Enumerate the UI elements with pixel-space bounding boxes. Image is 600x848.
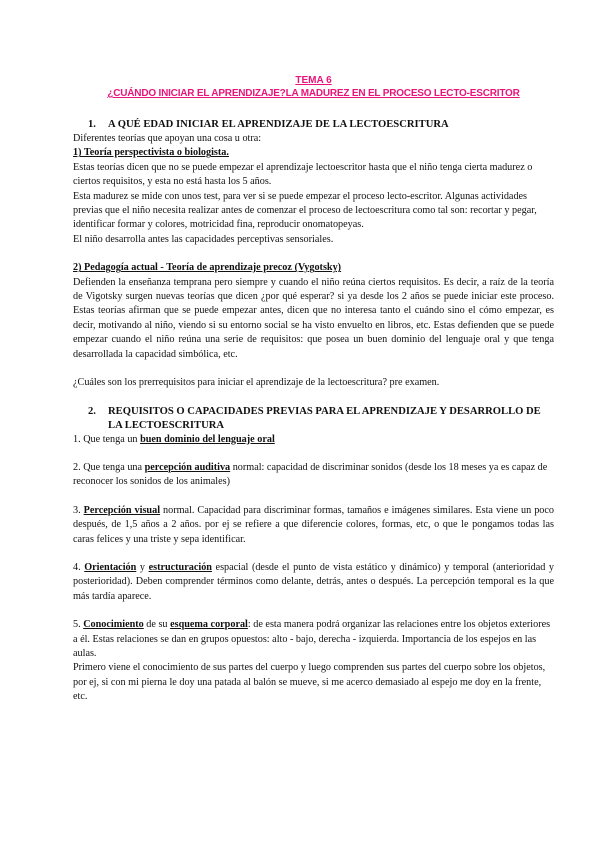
requirement-5-bold-1: Conocimiento (83, 619, 144, 631)
document-header (73, 74, 554, 100)
requirement-3-text: normal. Capacidad para discriminar formas, tamaños e imágenes similares. Esta viene un poco después, de 1,5 años a 2 años. por ej se refiere a que diferencie colores, formas, etc, o que le pongamos todas las caras felices y una triste y sepa identificar. (73, 504, 554, 545)
theory-2-paragraph: Defienden la enseñanza temprana pero siempre y cuando el niño reúna ciertos requisitos. Es decir, a raíz de la teoría de Vigotsky surgen nuevas teorías que dicen ¿por qué esperar? si ya desde los 2 años se puede iniciar este proceso. Estas teorías afirman que se puede empezar antes, dicen que no interesa tanto el cuándo sino el cómo empezar, es decir, motivando al niño, viendo si su entorno social se ha visto envuelto en libros, etc. Estas defienden que se puede empezar cuando el niño reúna una serie de requisitos: que posea un buen dominio del lenguaje oral y que tenga desarrollada la capacidad simbólica, etc. (73, 276, 554, 360)
spacer (73, 362, 554, 376)
requirement-5-prefix: 5. (73, 619, 84, 631)
requirement-5 (73, 618, 554, 661)
requirement-2-text: normal: capacidad de discriminar sonidos (desde los 18 meses ya es capaz de reconocer los sonidos de los animales) (73, 461, 548, 488)
requirement-3-bold: Percepción visual (83, 504, 161, 516)
theory-2-title: 2) Pedagogía actual - Teoría de aprendizaje precoz (Vygotsky) (73, 262, 342, 274)
requirement-4-bold-1: Orientación (84, 561, 137, 573)
section-1-heading (73, 118, 554, 132)
section-1-title: A QUÉ EDAD INICIAR EL APRENDIZAJE DE LA LECTOESCRITURA (108, 119, 449, 130)
spacer (73, 547, 554, 561)
requirement-3-prefix: 3. (73, 504, 84, 516)
section-2-title: REQUISITOS O CAPACIDADES PREVIAS PARA EL APRENDIZAJE Y DESARROLLO DE LA LECTOESCRITURA (108, 405, 541, 431)
requirement-3 (73, 504, 554, 547)
theory-1-paragraph-1: Estas teorías dicen que no se puede empezar el aprendizaje lectoescritor hasta que el niño tenga cierta madurez o ciertos requisitos, y esta no está hasta los 5 años. (73, 161, 533, 188)
spacer (73, 247, 554, 261)
theory-1-title: 1) Teoría perspectivista o biologista. (73, 147, 229, 159)
spacer (73, 604, 554, 618)
requirement-2 (73, 461, 554, 490)
requirement-4-prefix: 4. (73, 561, 85, 573)
tema-subtitle: ¿CUÁNDO INICIAR EL APRENDIZAJE?LA MADUREZ EN EL PROCESO LECTO-ESCRITOR (107, 88, 520, 99)
spacer (73, 447, 554, 461)
requirement-4-connector: y (136, 561, 149, 573)
requirement-1-prefix: 1. Que tenga un (73, 433, 141, 445)
spacer (73, 490, 554, 504)
section-2-heading (73, 405, 554, 433)
requirement-2-bold: percepción auditiva (144, 461, 231, 473)
requirement-5-connector: de su (143, 619, 171, 631)
theory-1-paragraph-3: El niño desarrolla antes las capacidades perceptivas sensoriales. (73, 233, 334, 245)
requirement-1-bold: buen dominio del lenguaje oral (140, 433, 275, 445)
section-1-intro: Diferentes teorías que apoyan una cosa u otra: (73, 133, 262, 144)
requirement-4-text: espacial (desde el punto de vista estático y dinámico) y temporal (anterioridad y posterioridad). Deben comprender términos como delante, detrás, antes o después. La percepción temporal es la que más tardía aparece. (73, 561, 554, 602)
requirement-2-prefix: 2. Que tenga una (73, 461, 145, 473)
section-2-number: 2. (88, 405, 96, 417)
prerequisites-question: ¿Cuáles son los prerrequisitos para iniciar el aprendizaje de la lectoescritura? pre examen. (73, 377, 440, 389)
requirement-5-bold-2: esquema corporal (170, 619, 248, 631)
section-1-number: 1. (88, 119, 96, 130)
requirement-5-paragraph-2: Primero viene el conocimiento de sus partes del cuerpo y luego comprenden sus partes del cuerpo sobre los objetos, por ej, si con mi pierna le doy una patada al balón se mueve, si me acerco demasiado al espejo me doy en la frente, etc. (73, 662, 546, 703)
requirement-4 (73, 561, 554, 604)
requirement-1 (73, 433, 554, 447)
requirement-5-text: : de esta manera podrá organizar las relaciones entre los objetos exteriores a él. Estas relaciones se dan en grupos opuestos: alto - bajo, derecha - izquierda. Importancia de los espejos en las aulas. (73, 619, 551, 659)
requirement-4-bold-2: estructuración (148, 561, 212, 573)
theory-1-paragraph-2: Esta madurez se mide con unos test, para ver si se puede empezar el proceso lecto-escritor. Algunas actividades previas que el niño necesita realizar antes de comenzar el proceso de lectoescritura como tal son: recortar y pegar, identificar formar y colores, motricidad fina, reproducir onomatopeyas. (73, 190, 537, 231)
tema-title: TEMA 6 (295, 75, 332, 86)
